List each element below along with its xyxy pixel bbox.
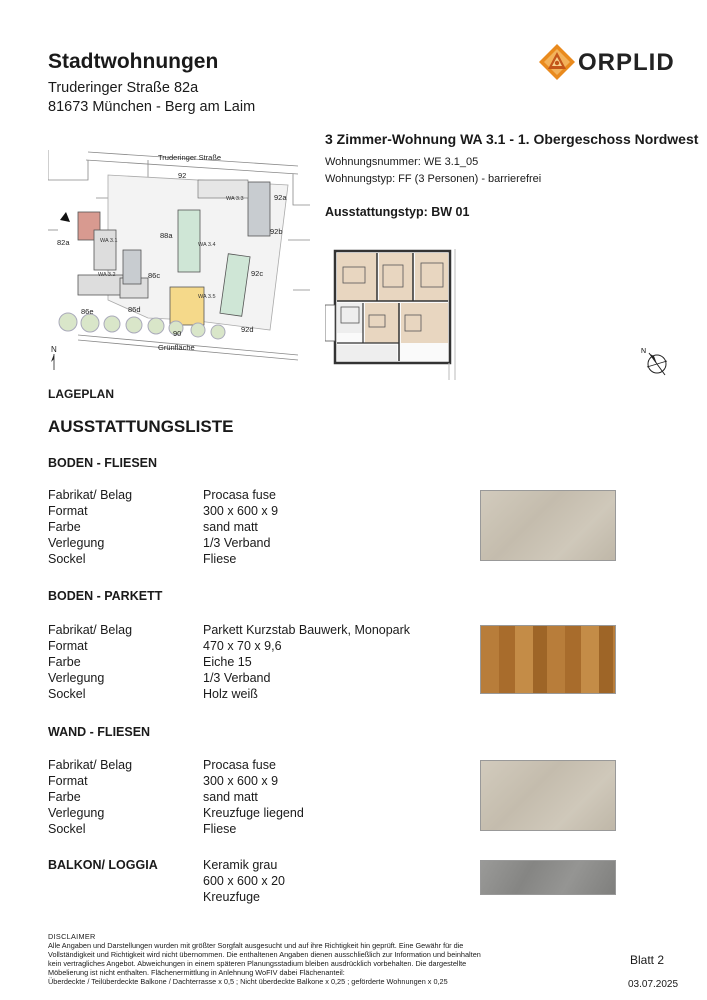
section-heading-floor-tiles: BODEN - FLIESEN (48, 456, 158, 470)
green-label: Grünfläche (158, 343, 195, 352)
row-label: Farbe (48, 520, 81, 534)
row-value: Procasa fuse (203, 758, 276, 772)
floor-plan (325, 241, 463, 380)
row-label: Sockel (48, 552, 86, 566)
list-heading: AUSSTATTUNGSLISTE (48, 417, 234, 436)
row-value: sand matt (203, 790, 258, 804)
row-value: Kreuzfuge (203, 890, 260, 904)
svg-text:WA 3.5: WA 3.5 (198, 294, 216, 300)
row-label: Fabrikat/ Belag (48, 488, 133, 502)
page-title: Stadtwohnungen (48, 50, 219, 73)
address-city: 81673 München - Berg am Laim (48, 99, 256, 115)
logo-wordmark: ORPLID (578, 49, 675, 76)
row-label: Farbe (48, 790, 81, 804)
svg-text:92c: 92c (251, 269, 264, 278)
row-label: Verlegung (48, 536, 105, 550)
row-label: Sockel (48, 822, 86, 836)
sheet-number: Blatt 2 (630, 953, 665, 967)
row-value: Fliese (203, 552, 237, 566)
row-value: sand matt (203, 520, 258, 534)
row-value: Procasa fuse (203, 488, 276, 502)
row-label: Verlegung (48, 671, 105, 685)
north-label: N (51, 345, 57, 354)
site-plan-label: LAGEPLAN (48, 387, 114, 401)
parquet-swatch (480, 625, 616, 694)
svg-text:86e: 86e (81, 307, 94, 316)
north-arrow-icon (51, 354, 54, 370)
row-label: Verlegung (48, 806, 105, 820)
address-street: Truderinger Straße 82a (48, 80, 199, 96)
svg-text:88a: 88a (160, 231, 173, 240)
row-value: 300 x 600 x 9 (203, 774, 279, 788)
site-plan (48, 140, 310, 372)
disclaimer-line: Alle Angaben und Darstellungen wurden mit größter Sorgfalt ausgesucht und auf ihre Richtigkeit hin geprüft. Eine Gewähr für die (48, 941, 464, 950)
section-heading-parquet: BODEN - PARKETT (48, 589, 163, 603)
row-value: Keramik grau (203, 858, 278, 872)
apartment-number: Wohnungsnummer: WE 3.1_05 (325, 156, 479, 168)
row-value: 1/3 Verband (203, 671, 271, 685)
row-value: Fliese (203, 822, 237, 836)
svg-text:86d: 86d (128, 305, 141, 314)
svg-text:WA 3.2: WA 3.2 (98, 272, 116, 278)
svg-text:WA 3.4: WA 3.4 (198, 242, 216, 248)
svg-text:N: N (641, 348, 647, 355)
svg-text:90: 90 (173, 329, 182, 338)
equipment-type: Ausstattungstyp: BW 01 (325, 205, 470, 219)
svg-text:82a: 82a (57, 238, 70, 247)
svg-text:WA 3.1: WA 3.1 (100, 238, 118, 244)
disclaimer (48, 932, 508, 986)
row-value: 1/3 Verband (203, 536, 271, 550)
row-value: Parkett Kurzstab Bauwerk, Monopark (203, 623, 411, 637)
row-label: Farbe (48, 655, 81, 669)
balcony-swatch (480, 860, 616, 895)
disclaimer-heading: DISCLAIMER (48, 932, 96, 941)
wall-tile-swatch (480, 760, 616, 831)
disclaimer-line: Überdeckte / Teilüberdeckte Balkone / Dachterrasse x 0,5 ; Nicht überdeckte Balkone x 0,25 ; geförderte Wohnungen x 0,25 (48, 977, 448, 986)
svg-text:92b: 92b (270, 227, 283, 236)
row-label: Fabrikat/ Belag (48, 758, 133, 772)
row-label: Format (48, 504, 88, 518)
orplid-emblem-icon (538, 43, 576, 81)
row-value: Holz weiß (203, 687, 258, 701)
svg-text:92: 92 (178, 171, 187, 180)
compass-icon (640, 345, 674, 379)
svg-text:92d: 92d (241, 325, 254, 334)
row-label: Format (48, 639, 88, 653)
svg-text:92a: 92a (274, 193, 287, 202)
apartment-type: Wohnungstyp: FF (3 Personen) - barrierefrei (325, 173, 542, 185)
orplid-logo (538, 43, 683, 85)
row-value: Kreuzfuge liegend (203, 806, 304, 820)
row-label: Sockel (48, 687, 86, 701)
row-value: 600 x 600 x 20 (203, 874, 286, 888)
row-value: 470 x 70 x 9,6 (203, 639, 282, 653)
row-value: Eiche 15 (203, 655, 252, 669)
document-date: 03.07.2025 (628, 979, 679, 990)
row-label: Fabrikat/ Belag (48, 623, 133, 637)
disclaimer-line: Vollständigkeit und Richtigkeit wird nicht übernommen. Die enthaltenen Angaben dienen ausschließlich zur Information und beinhalten (48, 950, 481, 959)
svg-text:WA 3.3: WA 3.3 (226, 196, 244, 202)
floor-tile-swatch (480, 490, 616, 561)
section-heading-wall-tiles: WAND - FLIESEN (48, 725, 151, 739)
row-label: Format (48, 774, 88, 788)
street-label: Truderinger Straße (158, 153, 222, 162)
row-value: 300 x 600 x 9 (203, 504, 279, 518)
section-heading-balcony: BALKON/ LOGGIA (48, 858, 158, 872)
svg-text:86c: 86c (148, 271, 161, 280)
disclaimer-line: Möbelierung ist nicht enthalten. Flächenermittlung in Anlehnung WoFIV dabei Flächenanteil: (48, 968, 345, 977)
disclaimer-line: kein vertragliches Angebot. Abweichungen in einem späteren Planungsstadium bleiben ausdrücklich vorbehalten. Die dargestellte (48, 959, 467, 968)
apartment-title: 3 Zimmer-Wohnung WA 3.1 - 1. Obergeschoss Nordwest (325, 131, 699, 147)
